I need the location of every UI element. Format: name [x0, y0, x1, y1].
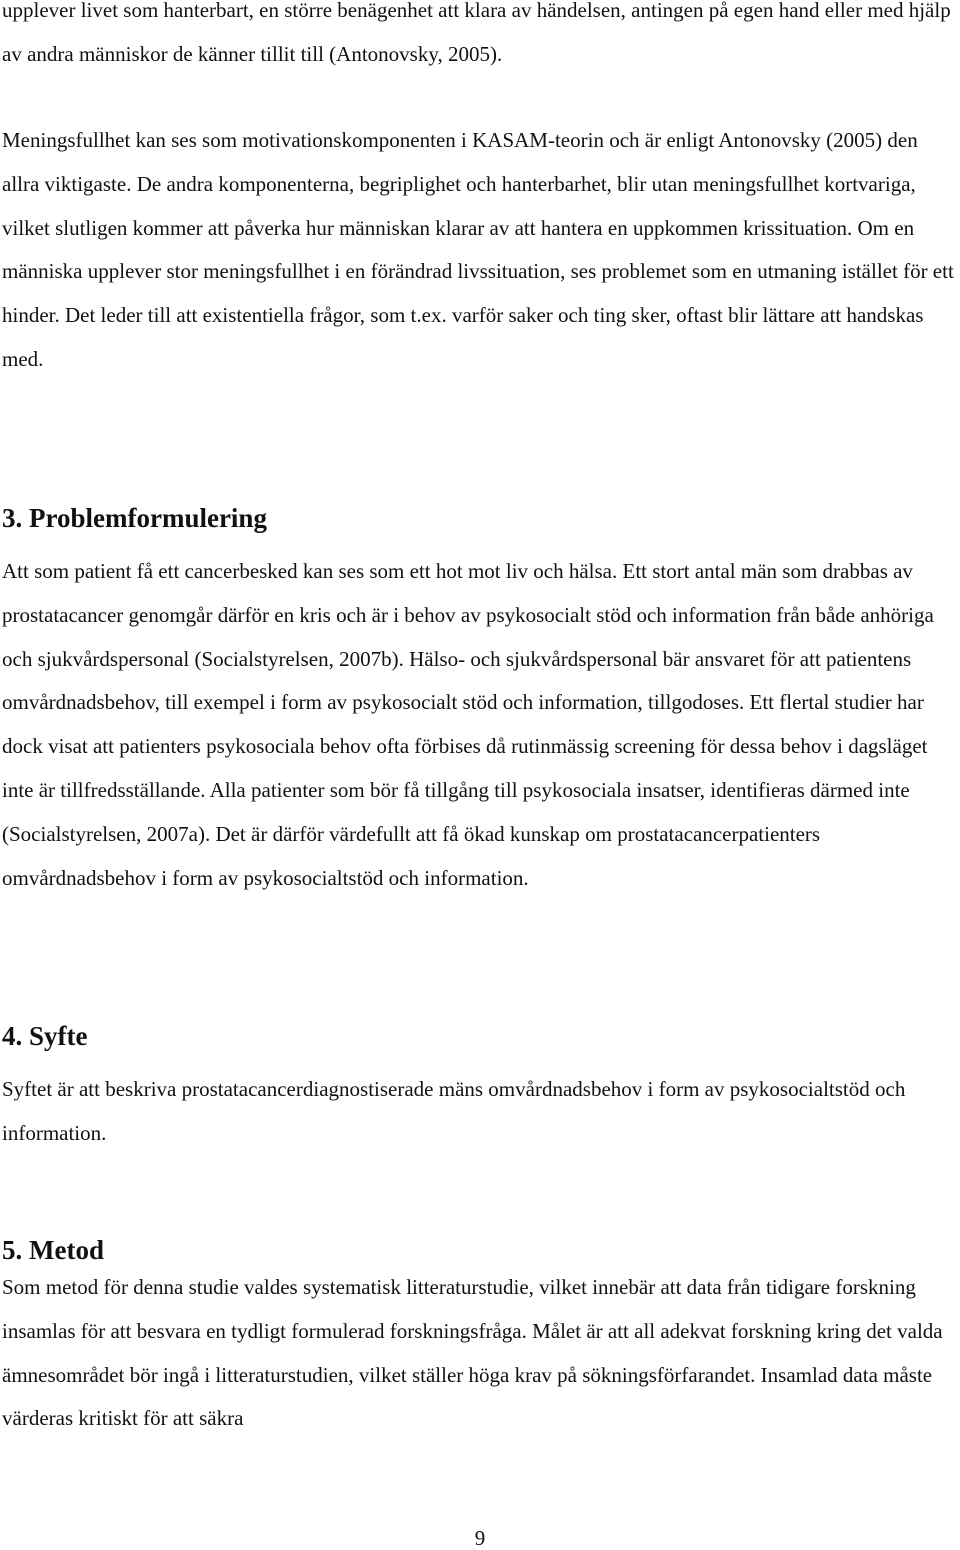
- paragraph-method: Som metod för denna studie valdes systematisk litteraturstudie, vilket innebär att data från tidigare forskning insamlas för att besvara en tydligt formulerad forskningsfråga. Målet är att all adekvat forskning kring det valda ämnesområdet bör ingå i litteraturstudien, vilket ställer höga krav på sökningsförfarandet. Insamlad data måste värderas kritiskt för att säkra: [2, 1275, 943, 1431]
- paragraph-intro-end: upplever livet som hanterbart, en större benägenhet att klara av händelsen, antingen på egen hand eller med hjälp av andra människor de känner tillit till (Antonovsky, 2005).: [2, 0, 951, 66]
- paragraph-meaningfulness: Meningsfullhet kan ses som motivationskomponenten i KASAM-teorin och är enligt Antonovsky (2005) den allra viktigaste. De andra komponenterna, begriplighet och hanterbarhet, blir utan meningsfullhet kortvariga, vilket slutligen kommer att påverka hur människan klarar av att hantera en uppkommen krissituation. Om en människa upplever stor meningsfullhet i en förändrad livssituation, ses problemet som en utmaning istället för ett hinder. Det leder till att existentiella frågor, som t.ex. varför saker och ting sker, oftast blir lättare att handskas med.: [2, 128, 954, 371]
- page-number: 9: [474, 1526, 486, 1550]
- heading-aim: 4. Syfte: [2, 1021, 88, 1051]
- heading-problem-formulation: 3. Problemformulering: [2, 503, 267, 533]
- paragraph-problem-formulation: Att som patient få ett cancerbesked kan ses som ett hot mot liv och hälsa. Ett stort antal män som drabbas av prostatacancer genomgår därför en kris och är i behov av psykosocialt stöd och information från både anhöriga och sjukvårdspersonal (Socialstyrelsen, 2007b). Hälso- och sjukvårdspersonal bär ansvaret för att patientens omvårdnadsbehov, till exempel i form av psykosocialt stöd och information, tillgodoses. Ett flertal studier har dock visat att patienters psykosociala behov ofta förbises då rutinmässig screening för dessa behov i dagsläget inte är tillfredsställande. Alla patienter som bör få tillgång till psykosociala insatser, identifieras därmed inte (Socialstyrelsen, 2007a). Det är därför värdefullt att få ökad kunskap om prostatacancerpatienters omvårdnadsbehov i form av psykosocialtstöd och information.: [2, 559, 934, 890]
- heading-method: 5. Metod: [2, 1235, 104, 1265]
- paragraph-aim: Syftet är att beskriva prostatacancerdiagnostiserade mäns omvårdnadsbehov i form av psykosocialtstöd och information.: [2, 1077, 906, 1145]
